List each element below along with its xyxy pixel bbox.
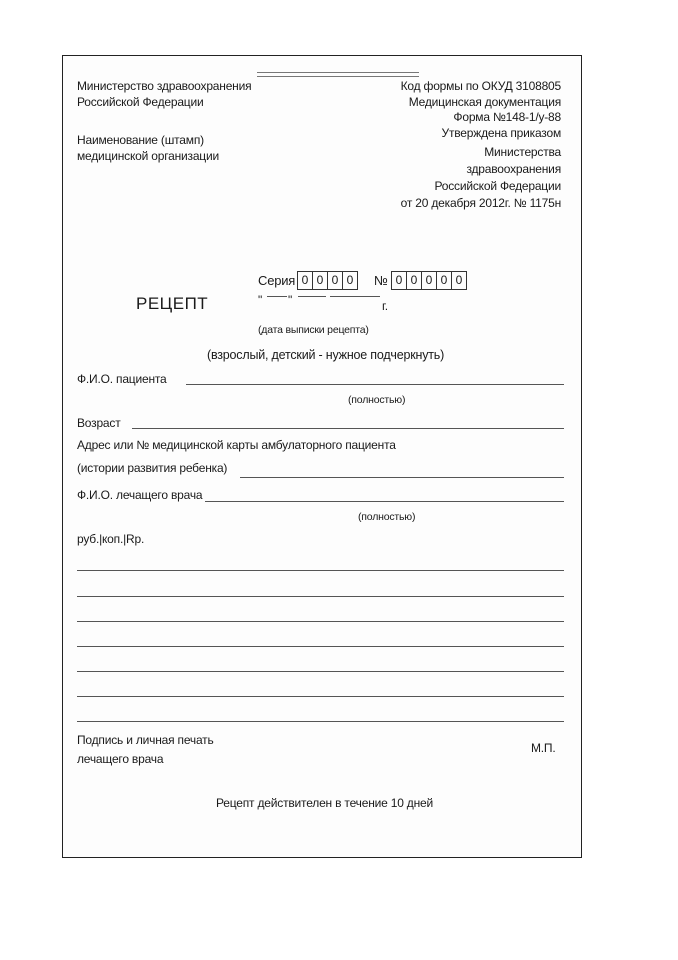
day-line <box>267 296 287 297</box>
address-label-2: (истории развития ребенка) <box>77 461 228 475</box>
patient-type-note: (взрослый, детский - нужное подчеркнуть) <box>207 348 445 362</box>
month-line <box>298 296 326 297</box>
address-field[interactable] <box>240 477 564 478</box>
okud-code: Код формы по ОКУД 3108805 <box>400 79 561 93</box>
year-line <box>330 296 380 297</box>
number-digit: 0 <box>391 271 407 290</box>
prescription-line[interactable] <box>77 721 564 722</box>
page-title: РЕЦЕПТ <box>136 294 209 313</box>
series-digit: 0 <box>312 271 328 290</box>
doctor-name-label: Ф.И.О. лечащего врача <box>77 488 203 502</box>
full-caption-patient: (полностью) <box>348 394 406 406</box>
series-digit-boxes <box>298 271 358 290</box>
org-stamp-line-2: медицинской организации <box>77 149 219 163</box>
age-field[interactable] <box>132 428 564 429</box>
number-digit-boxes <box>392 271 467 290</box>
date-caption: (дата выписки рецепта) <box>258 324 369 336</box>
ministry-line-2: Российской Федерации <box>77 95 204 109</box>
order-date: от 20 декабря 2012г. № 1175н <box>400 196 561 210</box>
date-quote-open: " <box>258 293 263 307</box>
prescription-line[interactable] <box>77 696 564 697</box>
ministry-word: Министерства <box>484 145 561 159</box>
signature-label-2: лечащего врача <box>77 752 164 766</box>
date-quote-close: " <box>288 293 293 307</box>
patient-name-field[interactable] <box>186 384 564 385</box>
prescription-line[interactable] <box>77 570 564 571</box>
form-number: Форма №148-1/у-88 <box>453 110 561 124</box>
number-digit: 0 <box>406 271 422 290</box>
patient-name-label: Ф.И.О. пациента <box>77 372 167 386</box>
full-caption-doctor: (полностью) <box>358 511 416 523</box>
number-digit: 0 <box>451 271 467 290</box>
doctor-name-field[interactable] <box>205 501 564 502</box>
series-digit: 0 <box>297 271 313 290</box>
top-divider <box>257 72 419 77</box>
rp-label: руб.|коп.|Rp. <box>77 532 145 546</box>
approved-by-order: Утверждена приказом <box>441 126 561 140</box>
series-label: Серия <box>258 273 296 288</box>
ministry-line-1: Министерство здравоохранения <box>77 79 252 93</box>
org-stamp-line-1: Наименование (штамп) <box>77 133 204 147</box>
stamp-place: М.П. <box>531 741 556 755</box>
age-label: Возраст <box>77 416 121 430</box>
number-digit: 0 <box>436 271 452 290</box>
prescription-line[interactable] <box>77 646 564 647</box>
year-suffix: г. <box>382 299 388 313</box>
healthcare-word: здравоохранения <box>466 162 561 176</box>
prescription-line[interactable] <box>77 621 564 622</box>
signature-label-1: Подпись и личная печать <box>77 733 214 747</box>
number-label: № <box>374 273 388 288</box>
prescription-line[interactable] <box>77 671 564 672</box>
series-digit: 0 <box>342 271 358 290</box>
validity-note: Рецепт действителен в течение 10 дней <box>216 796 434 810</box>
number-digit: 0 <box>421 271 437 290</box>
series-digit: 0 <box>327 271 343 290</box>
prescription-line[interactable] <box>77 596 564 597</box>
medical-documentation: Медицинская документация <box>408 95 561 109</box>
russian-federation: Российской Федерации <box>434 179 561 193</box>
address-label-1: Адрес или № медицинской карты амбулаторного пациента <box>77 438 396 452</box>
